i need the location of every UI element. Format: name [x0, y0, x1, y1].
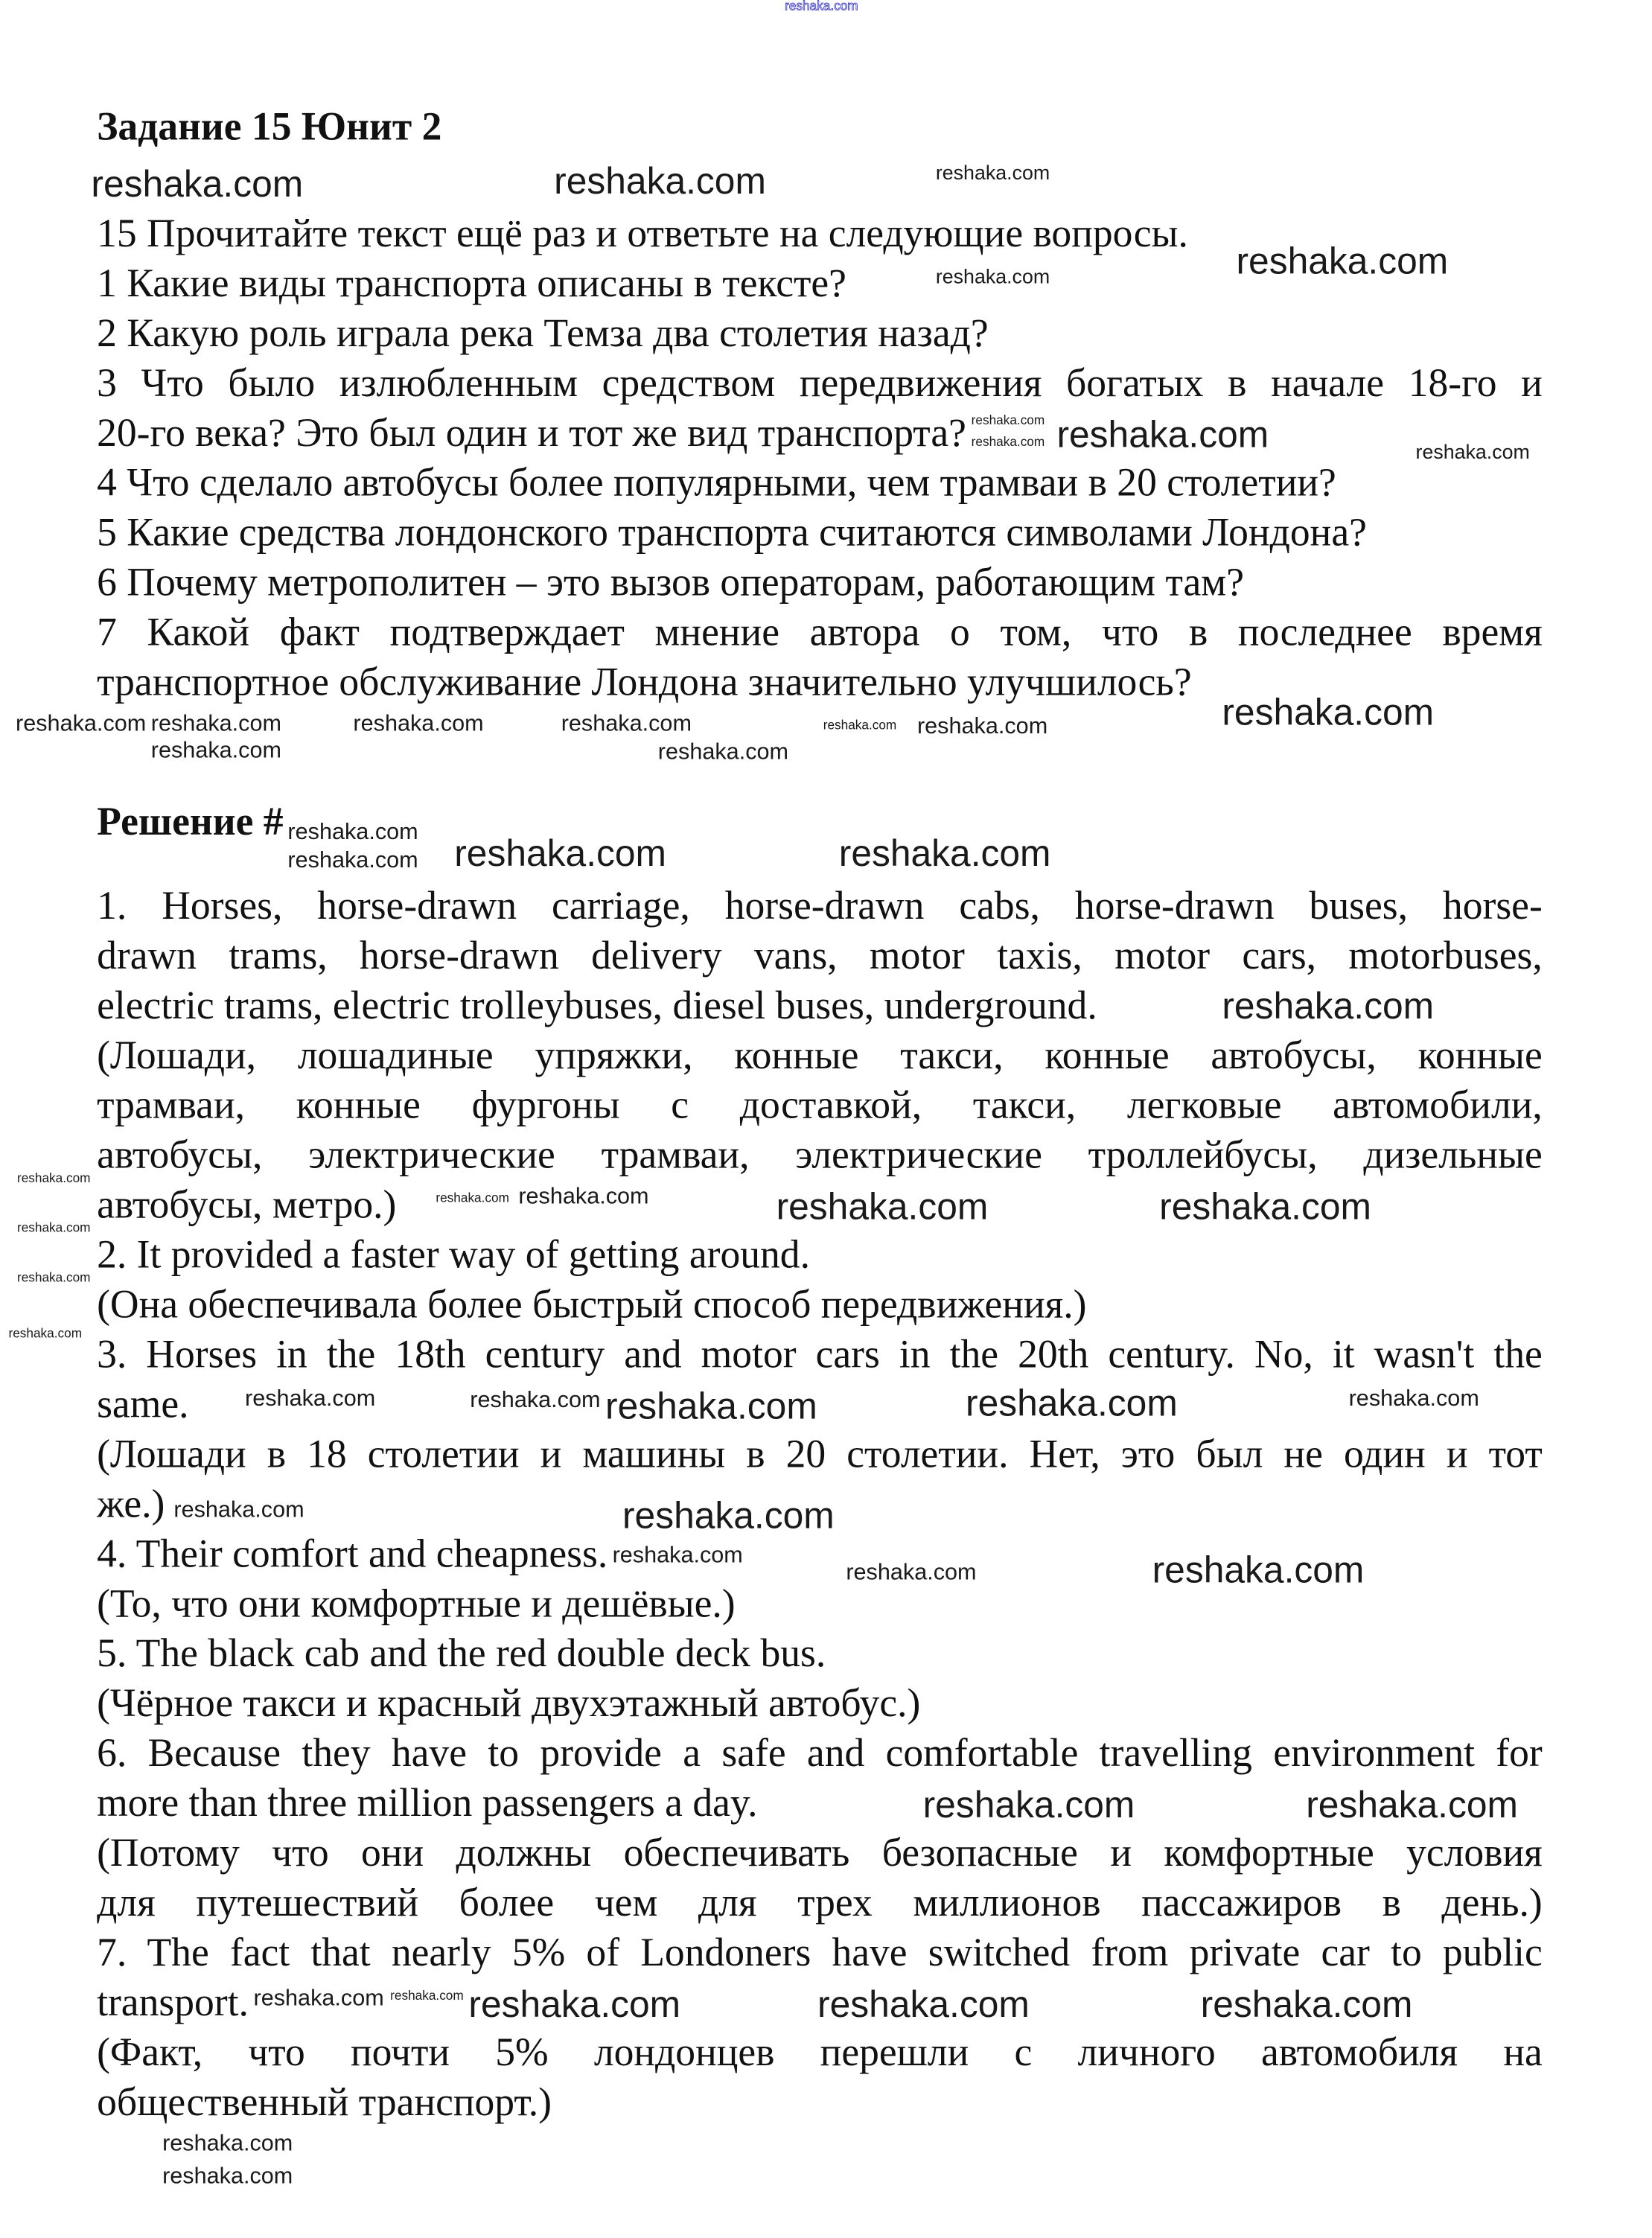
question-line-text: 4 Что сделало автобусы более популярными, чем трамваи в 20 столетии? [97, 461, 1336, 506]
watermark: reshaka.com [390, 1987, 464, 2002]
answer-line-text: 4. Their comfort and cheapness. [97, 1532, 608, 1577]
watermark: reshaka.com [612, 1544, 743, 1569]
watermark: reshaka.com [916, 715, 1048, 740]
question-line-text: 1 Какие виды транспорта описаны в тексте? [97, 261, 846, 307]
watermark: reshaka.com [436, 1190, 509, 1205]
watermark: reshaka.com [1222, 691, 1435, 734]
watermark: reshaka.com [966, 1382, 1178, 1425]
question-line-text: 2 Какую роль играла река Темза два столетия назад? [97, 311, 989, 357]
watermark: reshaka.com [468, 1983, 681, 2027]
question-line-text: транспортное обслуживание Лондона значительно улучшилось? [97, 660, 1192, 705]
watermark: reshaka.com [1159, 1185, 1371, 1228]
answer-line: 7. The fact that nearly 5% of Londoners have switched from private car to public [97, 1931, 1543, 1976]
watermark: reshaka.com [91, 162, 304, 206]
answer-line [97, 2078, 1543, 2128]
watermark: reshaka.com [470, 1389, 601, 1414]
watermark: reshaka.com [846, 1561, 977, 1586]
answer-line [97, 1679, 1543, 1729]
watermark: reshaka.com [16, 712, 147, 737]
watermark: reshaka.com [817, 1983, 1030, 2027]
question-line [97, 509, 1543, 558]
watermark: reshaka.com [971, 412, 1045, 427]
watermark: reshaka.com [1152, 1549, 1365, 1592]
question-line [97, 459, 1543, 509]
watermark: reshaka.com [935, 160, 1050, 183]
watermark: reshaka.com [776, 1185, 989, 1228]
watermark: reshaka.com [605, 1385, 817, 1428]
answer-line-text: же.) [97, 1482, 165, 1527]
watermark: reshaka.com [922, 1783, 1135, 1827]
watermark: reshaka.com [1415, 439, 1530, 462]
answer-line: (Лошади в 18 столетии и машины в 20 столетии. Нет, это был не один и тот [97, 1432, 1543, 1477]
answer-line: (Потому что они должны обеспечивать безопасные и комфортные условия [97, 1831, 1543, 1876]
watermark: reshaka.com [518, 1185, 649, 1210]
watermark: reshaka.com [287, 820, 418, 846]
watermark: reshaka.com [657, 741, 789, 766]
top-watermark: reshaka.com [785, 0, 858, 13]
question-line-text: 6 Почему метрополитен – это вызов операторам, работающим там? [97, 561, 1244, 606]
watermark: reshaka.com [16, 1220, 91, 1234]
solution-heading: Решение # [97, 800, 284, 845]
question-line: 7 Какой факт подтверждает мнение автора о том, что в последнее время [97, 610, 1543, 655]
answer-line-text: (Чёрное такси и красный двухэтажный автобус.) [97, 1682, 921, 1727]
answer-line: 3. Horses in the 18th century and motor cars in the 20th century. No, it wasn't the [97, 1333, 1543, 1377]
question-line [97, 558, 1543, 608]
watermark: reshaka.com [454, 832, 666, 876]
question-line-text: 5 Какие средства лондонского транспорта считаются символами Лондона? [97, 511, 1367, 556]
answer-line [97, 1629, 1543, 1679]
answer-line-text: автобусы, метро.) [97, 1183, 397, 1228]
watermark: reshaka.com [173, 1499, 304, 1523]
watermark: reshaka.com [16, 1170, 91, 1185]
watermark: reshaka.com [287, 849, 418, 874]
questions-block [97, 209, 1543, 708]
answer-line [97, 1231, 1543, 1281]
watermark: reshaka.com [8, 1325, 83, 1340]
watermark: reshaka.com [245, 1388, 376, 1412]
answer-line-text: (То, что они комфортные и дешёвые.) [97, 1582, 736, 1627]
question-line [97, 409, 1543, 462]
answer-line-text: общественный транспорт.) [97, 2080, 552, 2126]
watermark: reshaka.com [622, 1494, 835, 1537]
watermark: reshaka.com [935, 264, 1050, 287]
answer-line [97, 1281, 1543, 1330]
answer-line: (Факт, что почти 5% лондонцев перешли с личного автомобиля на [97, 2030, 1543, 2076]
watermark: reshaka.com [16, 1269, 91, 1284]
answer-line-text: 5. The black cab and the red double deck bus. [97, 1632, 826, 1677]
answer-line: 1. Horses, horse-drawn carriage, horse-drawn cabs, horse-drawn buses, horse- [97, 884, 1543, 929]
answer-line-text: (Она обеспечивала более быстрый способ передвижения.) [97, 1283, 1087, 1327]
answer-line: (Лошади, лошадиные упряжки, конные такси, конные автобусы, конные [97, 1033, 1543, 1079]
watermark: reshaka.com [1056, 413, 1269, 456]
answer-line-text: electric trams, electric trolleybuses, diesel buses, underground. [97, 983, 1097, 1029]
watermark: reshaka.com [162, 2165, 293, 2190]
answer-line: 6. Because they have to provide a safe and comfortable travelling environment for [97, 1732, 1543, 1776]
watermark: reshaka.com [1348, 1388, 1479, 1412]
answer-line-text: 2. It provided a faster way of getting around. [97, 1233, 810, 1278]
watermark: reshaka.com [838, 832, 1051, 876]
watermark: reshaka.com [162, 2132, 293, 2158]
watermark: reshaka.com [823, 717, 897, 732]
watermark: reshaka.com [150, 739, 281, 765]
question-line [97, 309, 1543, 359]
question-line-text: 15 Прочитайте текст ещё раз и ответьте на следующие вопросы. [97, 212, 1188, 257]
question-line-text: 20-го века? Это был один и тот же вид транспорта? [97, 411, 966, 456]
watermark: reshaka.com [1306, 1783, 1518, 1827]
question-line: 3 Что было излюбленным средством передвижения богатых в начале 18-го и [97, 361, 1543, 407]
watermark: reshaka.com [554, 160, 766, 203]
answer-line-text: same. [97, 1383, 189, 1427]
watermark: reshaka.com [561, 712, 692, 737]
answer-line-text: more than three million passengers a day. [97, 1782, 758, 1826]
watermark: reshaka.com [971, 433, 1045, 448]
watermark: reshaka.com [1200, 1983, 1413, 2027]
answer-line-text: transport. [97, 1980, 249, 2026]
answer-line: трамваи, конные фургоны с доставкой, такси, легковые автомобили, [97, 1083, 1543, 1129]
watermark: reshaka.com [353, 712, 484, 737]
answer-line: drawn trams, horse-drawn delivery vans, motor taxis, motor cars, motorbuses, [97, 934, 1543, 979]
answer-line: для путешествий более чем для трех миллионов пассажиров в день.) [97, 1881, 1543, 1926]
watermark: reshaka.com [1236, 240, 1449, 283]
watermark: reshaka.com [253, 1987, 384, 2012]
watermark: reshaka.com [1222, 984, 1435, 1028]
answer-line: автобусы, электрические трамваи, электрические троллейбусы, дизельные [97, 1133, 1543, 1179]
task-title: Задание 15 Юнит 2 [97, 105, 442, 150]
watermark: reshaka.com [150, 712, 281, 737]
